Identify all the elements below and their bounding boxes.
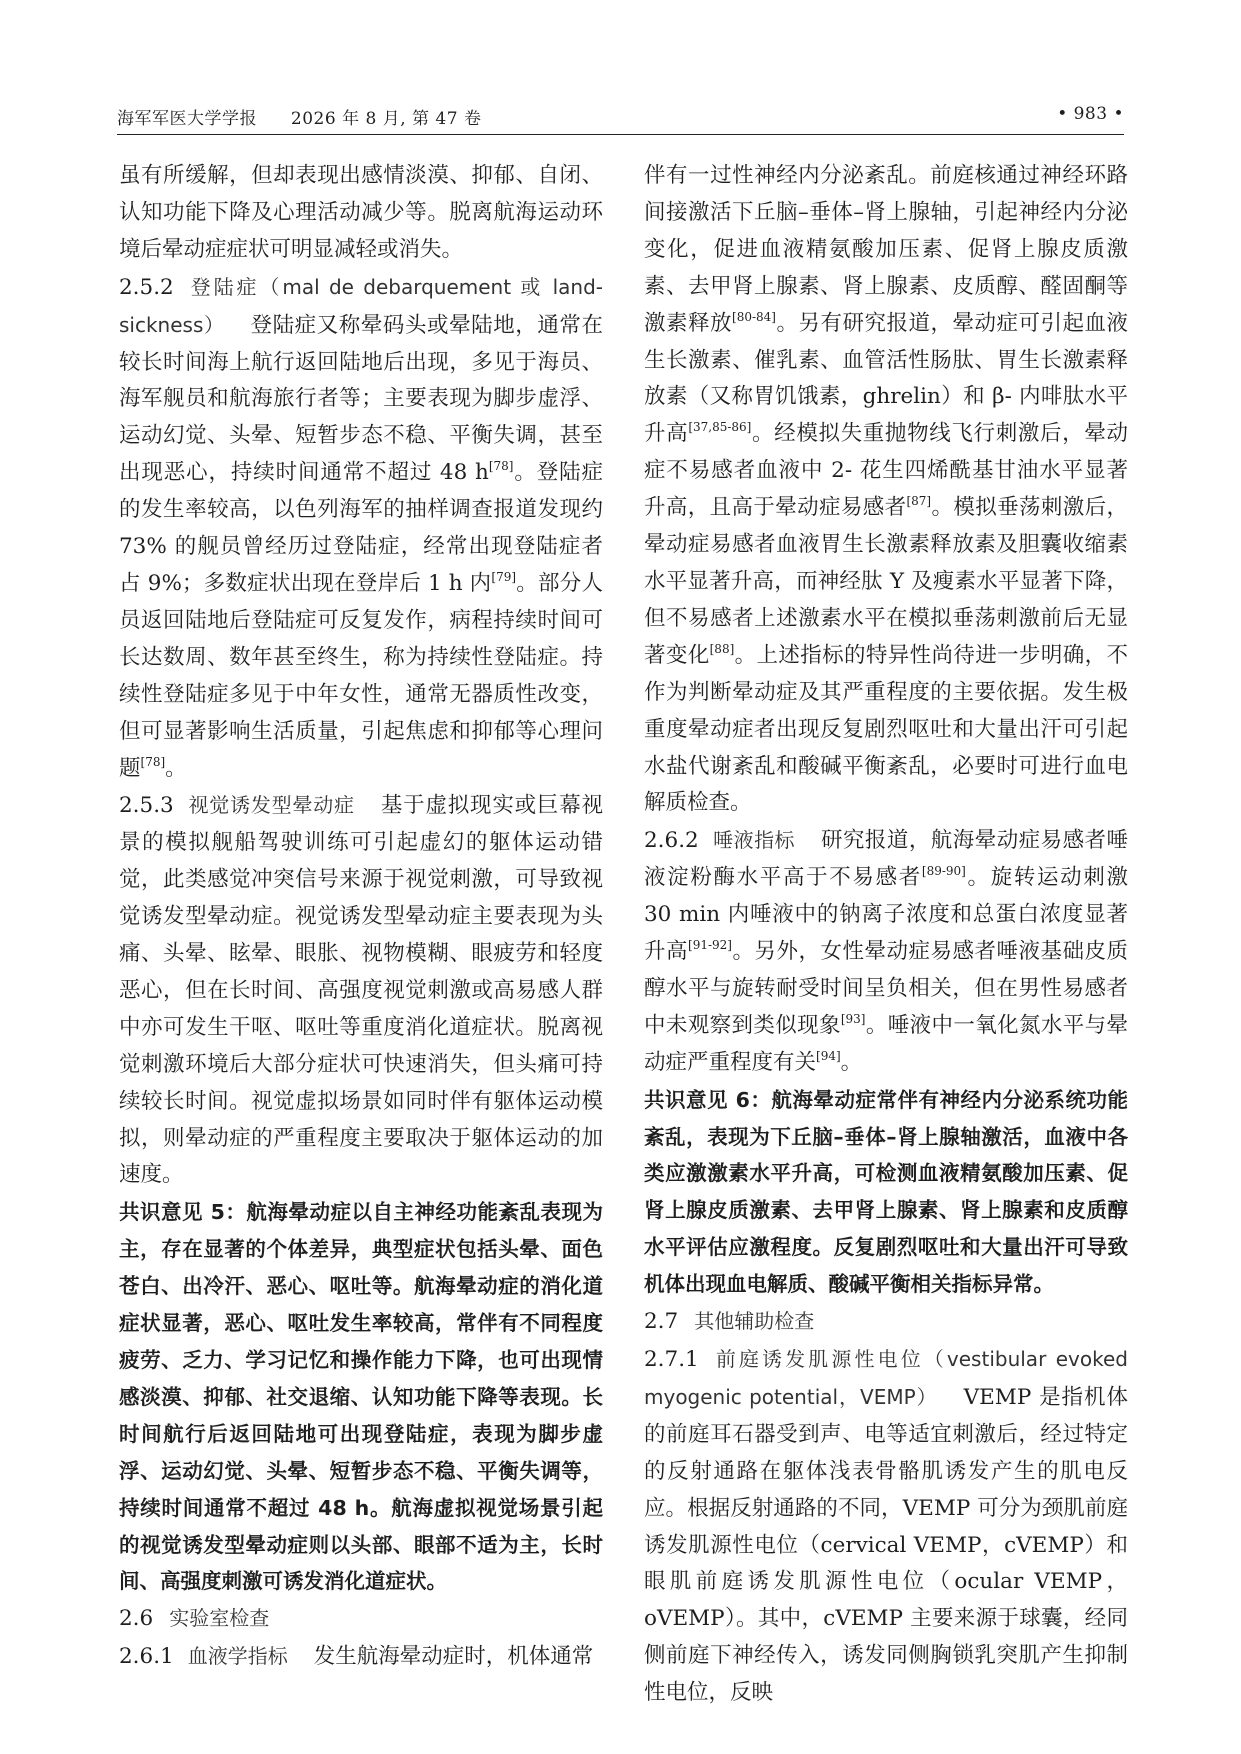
section-title: 视觉诱发型晕动症 <box>187 793 355 818</box>
section-title: 血液学指标 <box>187 1644 288 1669</box>
section-title: 前庭诱发肌源性电位（vestibular evoked myogenic potential，VEMP） <box>644 1347 1128 1409</box>
paragraph-continuation <box>644 158 1128 822</box>
citation: [87] <box>906 494 932 509</box>
citation: [78] <box>488 459 514 474</box>
section-text: 。旋转运动刺激 30 min 内唾液中的钠离子浓度和总蛋白浓度显著升高 <box>644 865 1128 965</box>
citation: [91-92] <box>688 938 732 953</box>
section-number: 2.7.1 <box>644 1347 699 1372</box>
section-title: 实验室检查 <box>169 1606 270 1631</box>
section-text: 。另外，女性晕动症易感者唾液基础皮质醇水平与旋转耐受时间呈负相关，但在男性易感者中未观察到类似现象 <box>644 939 1128 1038</box>
section-title: 登陆症（mal de debarquement 或 land-sickness） <box>119 274 603 337</box>
citation: [93] <box>840 1011 866 1026</box>
section-title: 唾液指标 <box>712 828 796 853</box>
section-2-6-2 <box>644 822 1128 1081</box>
paragraph-text: 。上述指标的特异性尚待进一步明确，不作为判断晕动症及其严重程度的主要依据。发生极重度晕动症者出现反复剧烈呕吐和大量出汗可引起水盐代谢紊乱和酸碱平衡紊乱，必要时可进行血电解质检查。 <box>644 642 1128 816</box>
header-left <box>117 104 481 129</box>
citation: [94] <box>816 1048 841 1063</box>
left-column <box>119 158 603 1676</box>
section-2-6 <box>119 1600 603 1638</box>
section-text: VEMP 是指机体的前庭耳石器受到声、电等适宜刺激后，经过特定的反射通路在躯体浅表骨骼肌诱发产生的肌电反应。根据反射通路的不同，VEMP 可分为颈肌前庭诱发肌源性电位（cervical VEMP，cVEMP）和眼肌前庭诱发肌源性电位（ocular VEMP，oVEMP）。其中，cVEMP 主要来源于球囊，经同侧前庭下神经传入，诱发同侧胸锁乳突肌产生抑制性电位，反映 <box>644 1384 1128 1706</box>
paragraph-continuation: 虽有所缓解，但却表现出感情淡漠、抑郁、自闭、认知功能下降及心理活动减少等。脱离航海运动环境后晕动症症状可明显减轻或消失。 <box>119 163 603 262</box>
citation: [78] <box>140 754 166 769</box>
page-number: • 983 • <box>1057 104 1124 124</box>
section-title: 其他辅助检查 <box>694 1309 815 1334</box>
paragraph-text: 。另有研究报道，晕动症可引起血液生长激素、催乳素、血管活性肠肽、胃生长激素释放素（又称胃饥饿素，ghrelin）和 β- 内啡肽水平升高 <box>644 310 1128 447</box>
section-text: 。 <box>165 755 187 781</box>
citation: [37,85-86] <box>688 420 752 435</box>
section-2-5-3 <box>119 787 603 1194</box>
journal-name: 海军军医大学学报 <box>117 109 257 129</box>
section-text: 登陆症又称晕码头或晕陆地，通常在较长时间海上航行返回陆地后出现，多见于海员、海军舰员和航海旅行者等；主要表现为脚步虚浮、运动幻觉、头晕、短暂步态不稳、平衡失调，甚至出现恶心，持续时间通常不超过 48 h <box>119 312 603 486</box>
section-2-6-1 <box>119 1638 603 1676</box>
section-text: 研究报道，航海晕动症易感者唾液淀粉酶水平高于不易感者 <box>644 828 1128 891</box>
section-2-7-1 <box>644 1341 1128 1712</box>
section-text: 发生航海晕动症时，机体通常 <box>313 1644 594 1670</box>
section-text: 。部分人员返回陆地后登陆症可反复发作，病程持续时间可长达数周、数年甚至终生，称为持续性登陆症。持续性登陆症多见于中年女性，通常无器质性改变，但可显著影响生活质量，引起焦虑和抑郁等心理问题 <box>119 570 603 781</box>
section-number: 2.7 <box>644 1309 679 1335</box>
citation: [80-84] <box>732 309 776 324</box>
right-column <box>644 158 1128 1712</box>
page-header <box>117 94 1124 135</box>
section-2-7 <box>644 1303 1128 1341</box>
section-number: 2.6.2 <box>644 828 699 854</box>
paragraph-text: 。经模拟失重抛物线飞行刺激后，晕动症不易感者血液中 2- 花生四烯酰基甘油水平显著升高，且高于晕动症易感者 <box>644 421 1128 521</box>
section-text: 。 <box>840 1049 863 1075</box>
section-text: 。唾液中一氧化氮水平与晕动症严重程度有关 <box>644 1012 1128 1075</box>
section-number: 2.6.1 <box>119 1644 174 1670</box>
citation: [88] <box>709 641 735 656</box>
section-2-5-2 <box>119 269 603 788</box>
citation: [89-90] <box>921 864 966 879</box>
consensus-5: 共识意见 5：航海晕动症以自主神经功能紊乱表现为主，存在显著的个体差异，典型症状包括头晕、面色苍白、出冷汗、恶心、呕吐等。航海晕动症的消化道症状显著，恶心、呕吐发生率较高，常伴有不同程度疲劳、乏力、学习记忆和操作能力下降，也可出现情感淡漠、抑郁、社交退缩、认知功能下降等表现。长时间航行后返回陆地可出现登陆症，表现为脚步虚浮、运动幻觉、头晕、短暂步态不稳、平衡失调等，持续时间通常不超过 48 h。航海虚拟视觉场景引起的视觉诱发型晕动症则以头部、眼部不适为主，长时间、高强度刺激可诱发消化道症状。 <box>119 1200 603 1594</box>
section-number: 2.5.3 <box>119 793 174 819</box>
issue-info: 2026 年 8 月, 第 47 卷 <box>290 109 482 129</box>
consensus-6: 共识意见 6：航海晕动症常伴有神经内分泌系统功能紊乱，表现为下丘脑–垂体–肾上腺轴激活，血液中各类应激激素水平升高，可检测血液精氨酸加压素、促肾上腺皮质激素、去甲肾上腺素、肾上腺素和皮质醇水平评估应激程度。反复剧烈呕吐和大量出汗可导致机体出现血电解质、酸碱平衡相关指标异常。 <box>644 1087 1128 1297</box>
section-text: 。登陆症的发生率较高，以色列海军的抽样调查报道发现约 73% 的舰员曾经历过登陆症，经常出现登陆症者占 9%；多数症状出现在登岸后 1 h 内 <box>119 460 603 596</box>
section-number: 2.6 <box>119 1606 154 1632</box>
section-number: 2.5.2 <box>119 274 174 300</box>
paragraph-text: 伴有一过性神经内分泌紊乱。前庭核通过神经环路间接激活下丘脑–垂体–肾上腺轴，引起神经内分泌变化，促进血液精氨酸加压素、促肾上腺皮质激素、去甲肾上腺素、肾上腺素、皮质醇、醛固酮等激素释放 <box>644 163 1128 336</box>
section-text: 基于虚拟现实或巨幕视景的模拟舰船驾驶训练可引起虚幻的躯体运动错觉，此类感觉冲突信号来源于视觉刺激，可导致视觉诱发型晕动症。视觉诱发型晕动症主要表现为头痛、头晕、眩晕、眼胀、视物模糊、眼疲劳和轻度恶心，但在长时间、高强度视觉刺激或高易感人群中亦可发生干呕、呕吐等重度消化道症状。脱离视觉刺激环境后大部分症状可快速消失，但头痛可持续较长时间。视觉虚拟场景如同时伴有躯体运动模拟，则晕动症的严重程度主要取决于躯体运动的加速度。 <box>119 793 603 1188</box>
paragraph-text: 。模拟垂荡刺激后，晕动症易感者血液胃生长激素释放素及胆囊收缩素水平显著升高，而神经肽 Y 及瘦素水平显著下降，但不易感者上述激素水平在模拟垂荡刺激前后无显著变化 <box>644 495 1128 668</box>
citation: [79] <box>491 569 517 584</box>
